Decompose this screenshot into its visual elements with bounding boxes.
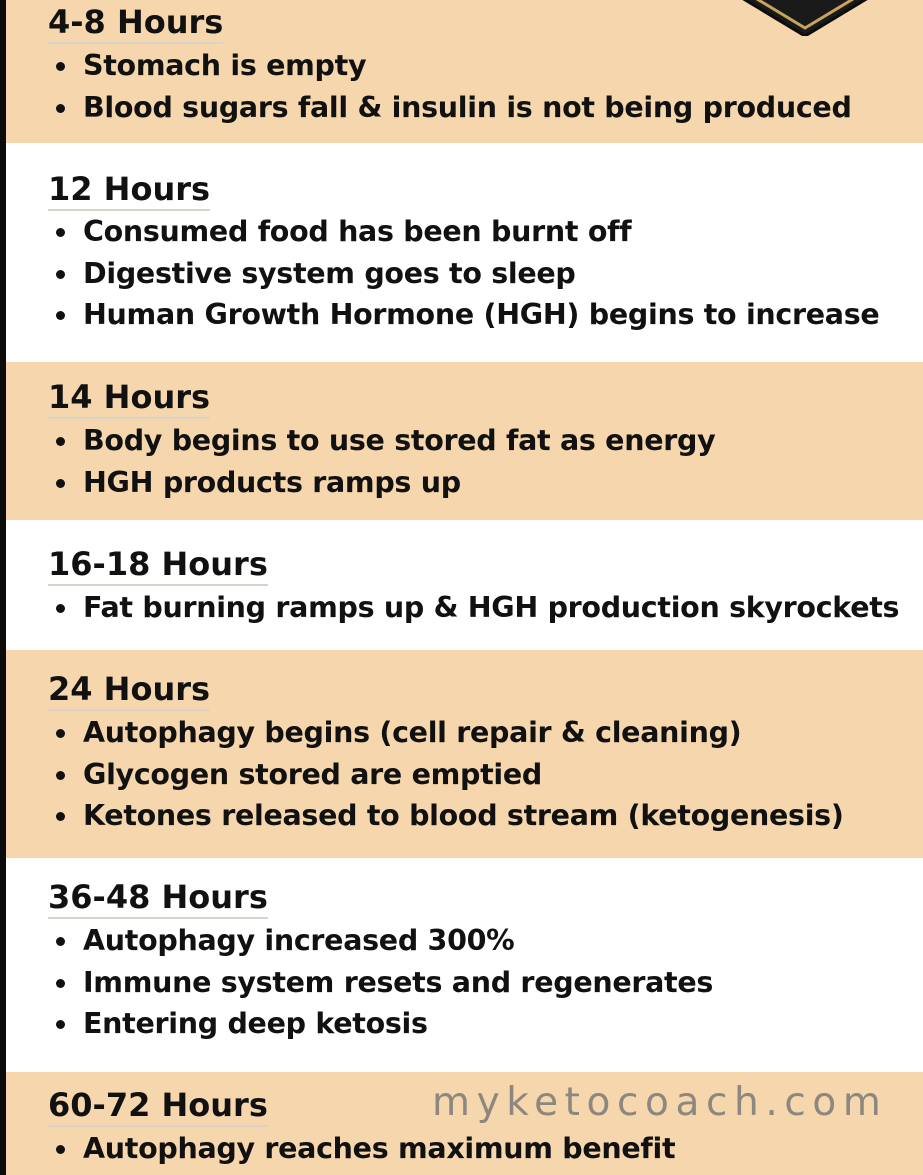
list-item: Autophagy reaches maximum benefit bbox=[56, 1128, 675, 1170]
section-title: 4-8 Hours bbox=[48, 3, 223, 44]
section-title: 60-72 Hours bbox=[48, 1086, 268, 1127]
list-item: Autophagy increased 300% bbox=[56, 920, 713, 962]
list-item: Stomach is empty bbox=[56, 45, 852, 87]
list-item: Glycogen stored are emptied bbox=[56, 754, 844, 796]
bullet-list bbox=[56, 920, 713, 1045]
section-title: 16-18 Hours bbox=[48, 545, 268, 586]
list-item: Consumed food has been burnt off bbox=[56, 211, 879, 253]
list-item: Human Growth Hormone (HGH) begins to increase bbox=[56, 294, 879, 336]
list-item: Digestive system goes to sleep bbox=[56, 253, 879, 295]
list-item: Fat burning ramps up & HGH production skyrockets bbox=[56, 587, 899, 629]
list-item: Entering deep ketosis bbox=[56, 1003, 713, 1045]
bullet-list bbox=[56, 420, 715, 503]
list-item: Immune system resets and regenerates bbox=[56, 962, 713, 1004]
list-item: Body begins to use stored fat as energy bbox=[56, 420, 715, 462]
list-item: Autophagy begins (cell repair & cleaning) bbox=[56, 712, 844, 754]
watermark: myketocoach.com bbox=[432, 1080, 888, 1125]
bullet-list bbox=[56, 1128, 675, 1170]
section-title: 36-48 Hours bbox=[48, 878, 268, 919]
bullet-list bbox=[56, 211, 879, 336]
badge-icon bbox=[730, 0, 880, 36]
list-item: Ketones released to blood stream (ketogenesis) bbox=[56, 795, 844, 837]
list-item: Blood sugars fall & insulin is not being produced bbox=[56, 87, 852, 129]
left-border bbox=[0, 0, 6, 1175]
bullet-list bbox=[56, 45, 852, 128]
section-title: 14 Hours bbox=[48, 378, 210, 419]
bullet-list bbox=[56, 712, 844, 837]
section-title: 24 Hours bbox=[48, 670, 210, 711]
list-item: HGH products ramps up bbox=[56, 462, 715, 504]
section-title: 12 Hours bbox=[48, 170, 210, 211]
bullet-list bbox=[56, 587, 899, 629]
